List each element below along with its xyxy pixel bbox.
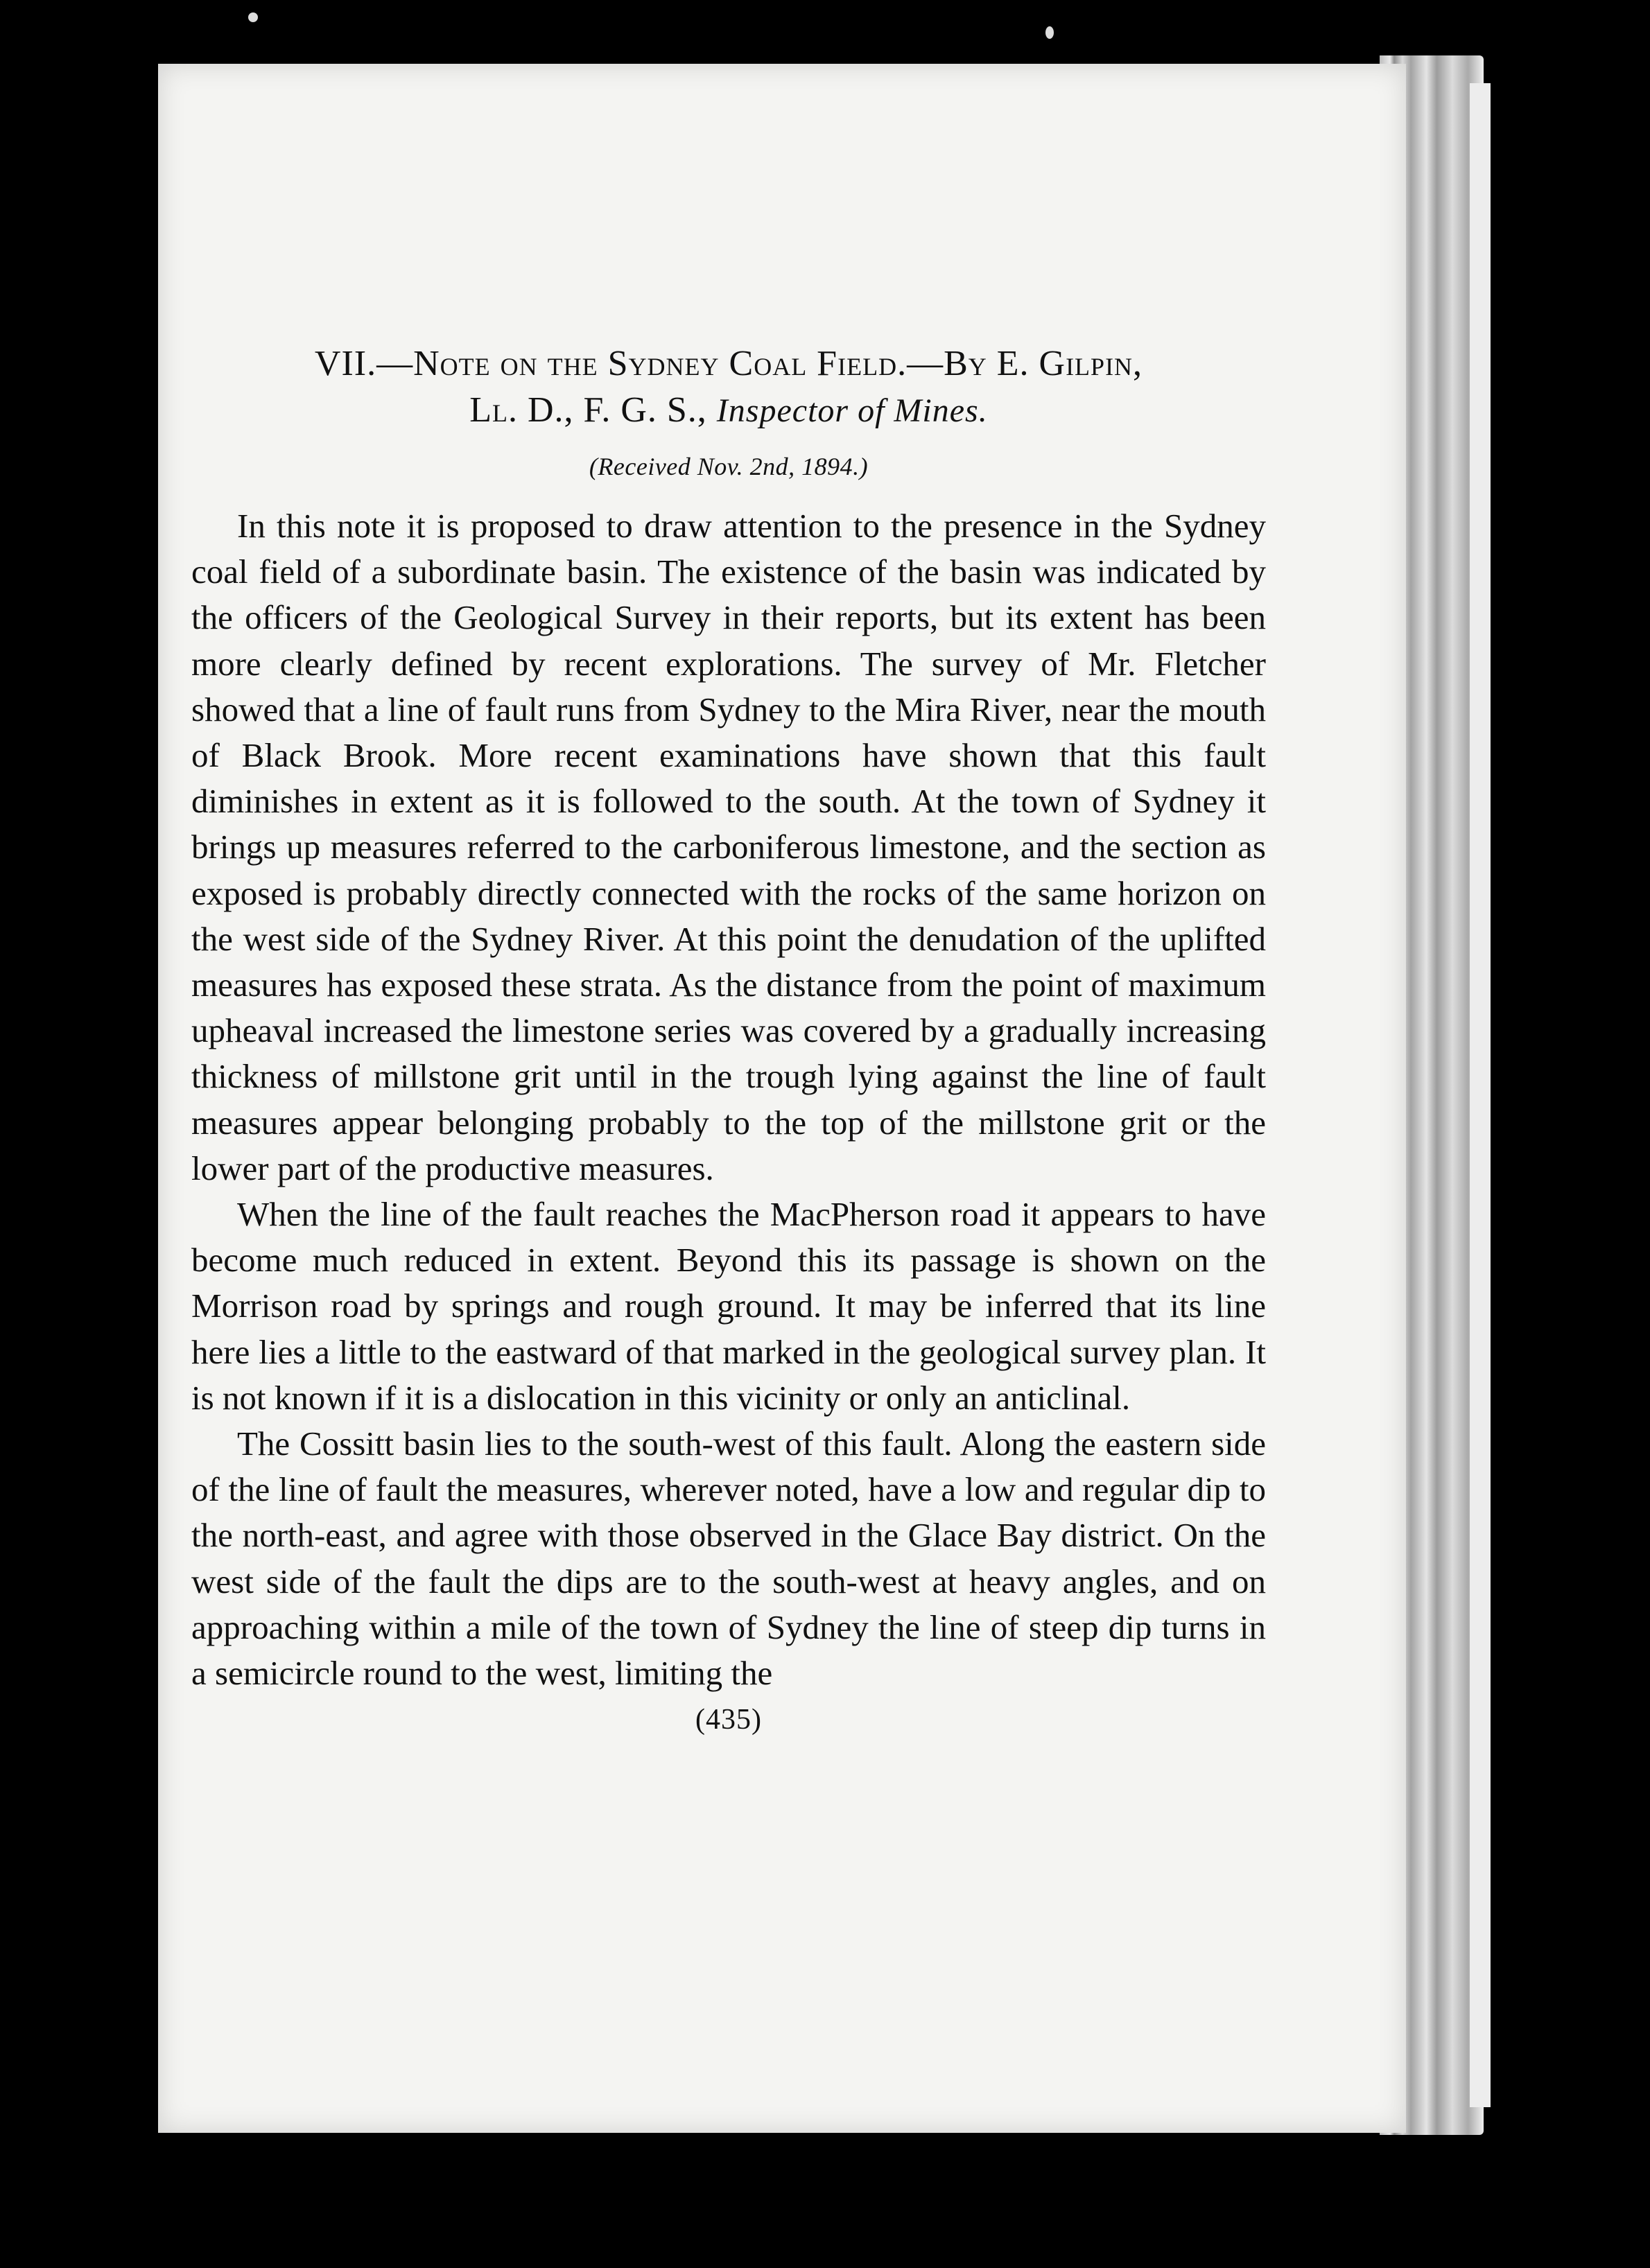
scan-speck (248, 12, 258, 22)
back-page-edge (1470, 83, 1491, 2107)
paragraph-3: The Cossitt basin lies to the south-west of this fault. Along the eastern side of the line of fault the measures, wherever noted, have a low and regular dip to the north-east, and agree with those observed in the Glace Bay district. On the west side of the fault the dips are to the south-west at heavy angles, and on approaching within a mile of the town of Sydney the line of steep dip turns in a semicircle round to the west, limiting the (191, 1424, 1266, 1693)
scanned-page (158, 64, 1406, 2133)
received-date: (Received Nov. 2nd, 1894.) (589, 453, 869, 480)
heading-author-role: Inspector of Mines. (716, 392, 988, 429)
heading-credentials: Ll. D., F. G. S., (469, 390, 717, 430)
heading-title: VII.—Note on the Sydney Coal Field.—By E. Gilpin, (314, 344, 1143, 383)
page-number: (435) (695, 1704, 762, 1736)
paragraph-2: When the line of the fault reaches the MacPherson road it appears to have become much reduced in extent. Beyond this its passage is shown on the Morrison road by springs and rough ground. It may be inferred that its line here lies a little to the eastward of that marked in the geological survey plan. It is not known if it is a dislocation in this vicinity or only an anticlinal. (191, 1195, 1266, 1417)
paragraph-1: In this note it is proposed to draw attention to the presence in the Sydney coal field of a subordinate basin. The existence of the basin was indicated by the officers of the Geological Survey in their reports, but its extent has been more clearly defined by recent explorations. The survey of Mr. Fletcher showed that a line of fault runs from Sydney to the Mira River, near the mouth of Black Brook. More recent examinations have shown that this fault diminishes in extent as it is followed to the south. At the town of Sydney it brings up measures referred to the carboniferous limestone, and the section as exposed is probably directly connected with the rocks of the same horizon on the west side of the Sydney River. At this point the denudation of the uplifted measures has exposed these strata. As the distance from the point of maximum upheaval increased the limestone series was covered by a gradually increasing thickness of millstone grit until in the trough lying against the line of fault measures appear belonging probably to the top of the millstone grit or the lower part of the productive measures. (191, 507, 1266, 1187)
article-heading (191, 341, 1266, 434)
scan-speck (1045, 26, 1054, 39)
article-body (191, 341, 1266, 1736)
